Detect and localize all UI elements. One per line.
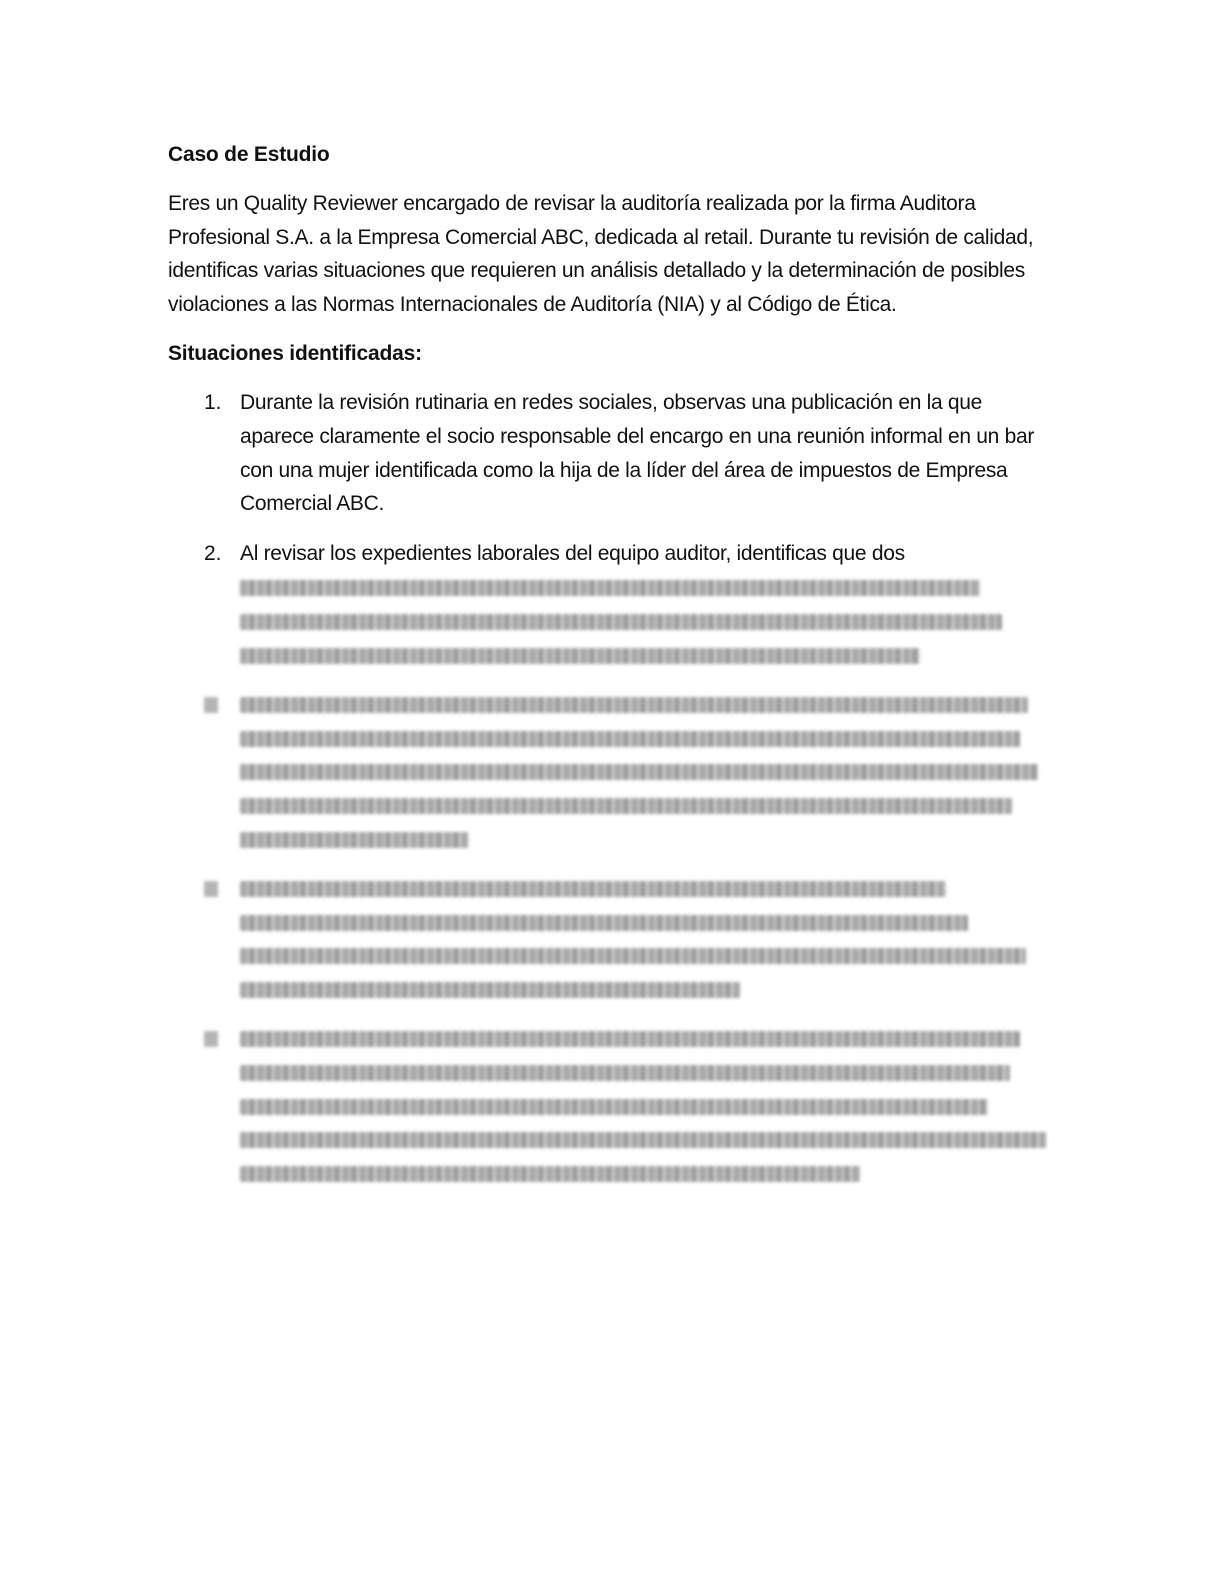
redacted-number: [204, 1031, 218, 1047]
redacted-line: [240, 1156, 1048, 1190]
redacted-text-block: [240, 570, 1048, 671]
redacted-line: [240, 788, 1048, 822]
intro-paragraph: Eres un Quality Reviewer encargado de revisar la auditoría realizada por la firma Auditora Profesional S.A. a la Empresa Comercial ABC, dedicada al retail. Durante tu revisión de calidad, identificas varias situaciones que requieren un análisis detallado y la determinación de posibles violaciones a las Normas Internacionales de Auditoría (NIA) y al Código de Ética.: [168, 192, 1034, 316]
redacted-bar: [240, 948, 1026, 964]
redacted-bar: [240, 764, 1038, 780]
redacted-line: [240, 972, 1048, 1006]
document-title: Caso de Estudio: [168, 143, 330, 166]
redacted-line: [240, 822, 1048, 856]
list-item-number: 2.: [204, 541, 222, 565]
list-item: [168, 386, 1048, 520]
redacted-bar: [240, 832, 468, 848]
redacted-bar: [240, 648, 920, 664]
redacted-line: [240, 1021, 1048, 1055]
redacted-line: [240, 638, 1048, 672]
redacted-bar: [240, 881, 946, 897]
redacted-bar: [240, 1132, 1046, 1148]
redacted-bar: [240, 1166, 860, 1182]
redacted-line: [240, 687, 1048, 721]
redacted-line: [240, 1055, 1048, 1089]
list-item-text: Al revisar los expedientes laborales del equipo auditor, identificas que dos: [240, 541, 905, 565]
list-item-redacted: [168, 871, 1048, 1005]
redacted-bar: [240, 731, 1020, 747]
redacted-number: [204, 881, 218, 897]
redacted-line: [240, 754, 1048, 788]
redacted-bar: [240, 1065, 1010, 1081]
redacted-number: [204, 697, 218, 713]
redacted-line: [240, 938, 1048, 972]
redacted-line: [240, 604, 1048, 638]
redacted-line: [240, 721, 1048, 755]
list-item-redacted: [168, 687, 1048, 855]
redacted-line: [240, 570, 1048, 604]
list-item-number: 1.: [204, 391, 222, 415]
list-item-text: Durante la revisión rutinaria en redes sociales, observas una publicación en la que aparece claramente el socio responsable del encargo en una reunión informal en un bar con una mujer identificada como la hija de la líder del área de impuestos de Empresa Comercial ABC.: [240, 391, 1035, 516]
redacted-line: [240, 871, 1048, 905]
redacted-bar: [240, 1099, 988, 1115]
section-heading: Situaciones identificadas:: [168, 342, 422, 366]
redacted-bar: [240, 798, 1012, 814]
redacted-line: [240, 905, 1048, 939]
redacted-bar: [240, 697, 1028, 713]
situations-list: [168, 386, 1048, 1189]
redacted-bar: [240, 915, 968, 931]
redacted-bar: [240, 614, 1002, 630]
redacted-line: [240, 1122, 1048, 1156]
redacted-bar: [240, 580, 980, 596]
list-item-redacted: [168, 1021, 1048, 1189]
document-page: [168, 138, 1048, 1205]
list-item: [168, 537, 1048, 671]
redacted-bar: [240, 982, 740, 998]
redacted-line: [240, 1089, 1048, 1123]
redacted-bar: [240, 1031, 1020, 1047]
